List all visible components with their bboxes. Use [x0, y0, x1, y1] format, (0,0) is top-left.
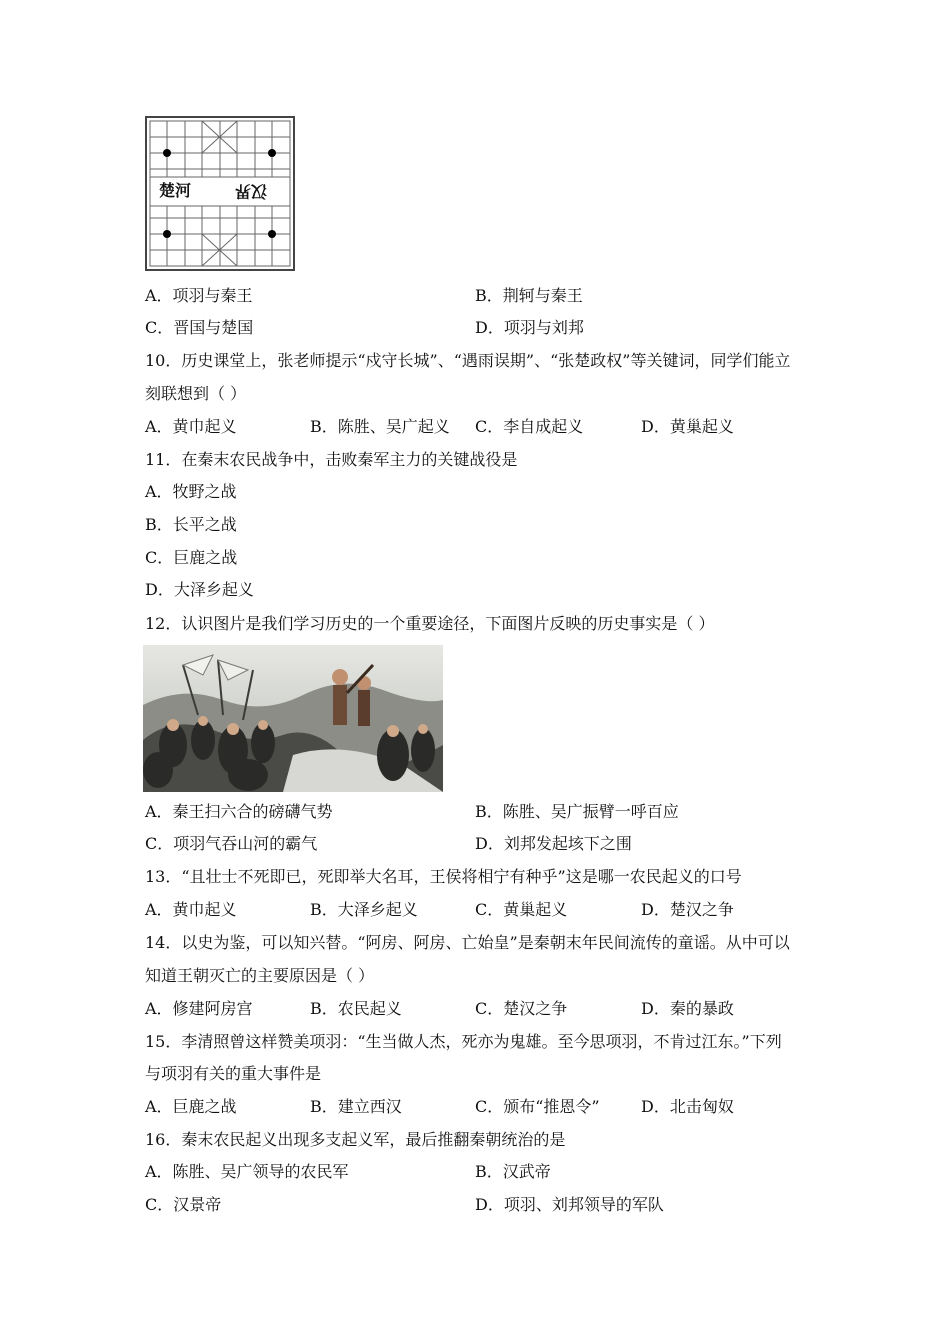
q14-option-b: B．农民起义 [310, 999, 402, 1018]
q15-option-d: D．北击匈奴 [641, 1097, 734, 1116]
q12-option-a: A．秦王扫六合的磅礴气势 [145, 802, 333, 821]
q16-option-b: B．汉武帝 [475, 1162, 551, 1181]
q9-option-c: C．晋国与楚国 [145, 318, 254, 337]
uprising-painting-image [143, 645, 443, 792]
q15-stem-line2: 与项羽有关的重大事件是 [145, 1064, 322, 1083]
river-right-text: 汉界 [235, 182, 268, 201]
q14-option-d: D．秦的暴政 [641, 999, 734, 1018]
q15-option-a: A．巨鹿之战 [145, 1097, 237, 1116]
q15-option-b: B．建立西汉 [310, 1097, 402, 1116]
q12-option-c: C．项羽气吞山河的霸气 [145, 834, 318, 853]
q9-option-a: A．项羽与秦王 [145, 286, 253, 305]
q14-option-a: A．修建阿房宫 [145, 999, 253, 1018]
q10-option-b: B．陈胜、吴广起义 [310, 417, 450, 436]
q11-stem: 11．在秦末农民战争中，击败秦军主力的关键战役是 [145, 450, 518, 469]
q10-option-d: D．黄巢起义 [641, 417, 734, 436]
q13-option-a: A．黄巾起义 [145, 900, 237, 919]
q16-option-c: C．汉景帝 [145, 1195, 222, 1214]
q10-option-c: C．李自成起义 [475, 417, 584, 436]
q16-option-a: A．陈胜、吴广领导的农民军 [145, 1162, 349, 1181]
q10-stem-line2: 刻联想到（ ） [145, 384, 247, 403]
river-left-text: 楚河 [159, 181, 192, 200]
q15-option-c: C．颁布“推恩令” [475, 1097, 600, 1116]
q13-option-d: D．楚汉之争 [641, 900, 734, 919]
q16-option-d: D．项羽、刘邦领导的军队 [475, 1195, 664, 1214]
q14-stem-line1: 14．以史为鉴，可以知兴替。“阿房、阿房、亡始皇”是秦朝末年民间流传的童谣。从中可以 [145, 933, 790, 952]
q13-option-c: C．黄巢起义 [475, 900, 568, 919]
uprising-painting-icon [143, 645, 443, 792]
q12-option-b: B．陈胜、吴广振臂一呼百应 [475, 802, 679, 821]
q14-option-c: C．楚汉之争 [475, 999, 568, 1018]
q11-option-c: C．巨鹿之战 [145, 548, 238, 567]
q10-stem-line1: 10．历史课堂上，张老师提示“戍守长城”、“遇雨误期”、“张楚政权”等关键词，同学们能立 [145, 351, 791, 370]
q13-option-b: B．大泽乡起义 [310, 900, 418, 919]
q16-stem: 16．秦末农民起义出现多支起义军，最后推翻秦朝统治的是 [145, 1130, 566, 1149]
q12-option-d: D．刘邦发起垓下之围 [475, 834, 632, 853]
q14-stem-line2: 知道王朝灭亡的主要原因是（ ） [145, 966, 375, 985]
chessboard-image [145, 116, 295, 271]
q9-option-d: D．项羽与刘邦 [475, 318, 584, 337]
q15-stem-line1: 15．李清照曾这样赞美项羽：“生当做人杰，死亦为鬼雄。至今思项羽，不肯过江东。”下列 [145, 1032, 782, 1051]
q12-stem: 12．认识图片是我们学习历史的一个重要途径，下面图片反映的历史事实是（ ） [145, 614, 715, 633]
q11-option-b: B．长平之战 [145, 515, 237, 534]
q13-stem: 13．“且壮士不死即已，死即举大名耳，王侯将相宁有种乎”这是哪一农民起义的口号 [145, 867, 742, 886]
q9-option-b: B．荆轲与秦王 [475, 286, 583, 305]
q11-option-d: D．大泽乡起义 [145, 580, 254, 599]
q10-option-a: A．黄巾起义 [145, 417, 237, 436]
q11-option-a: A．牧野之战 [145, 482, 237, 501]
